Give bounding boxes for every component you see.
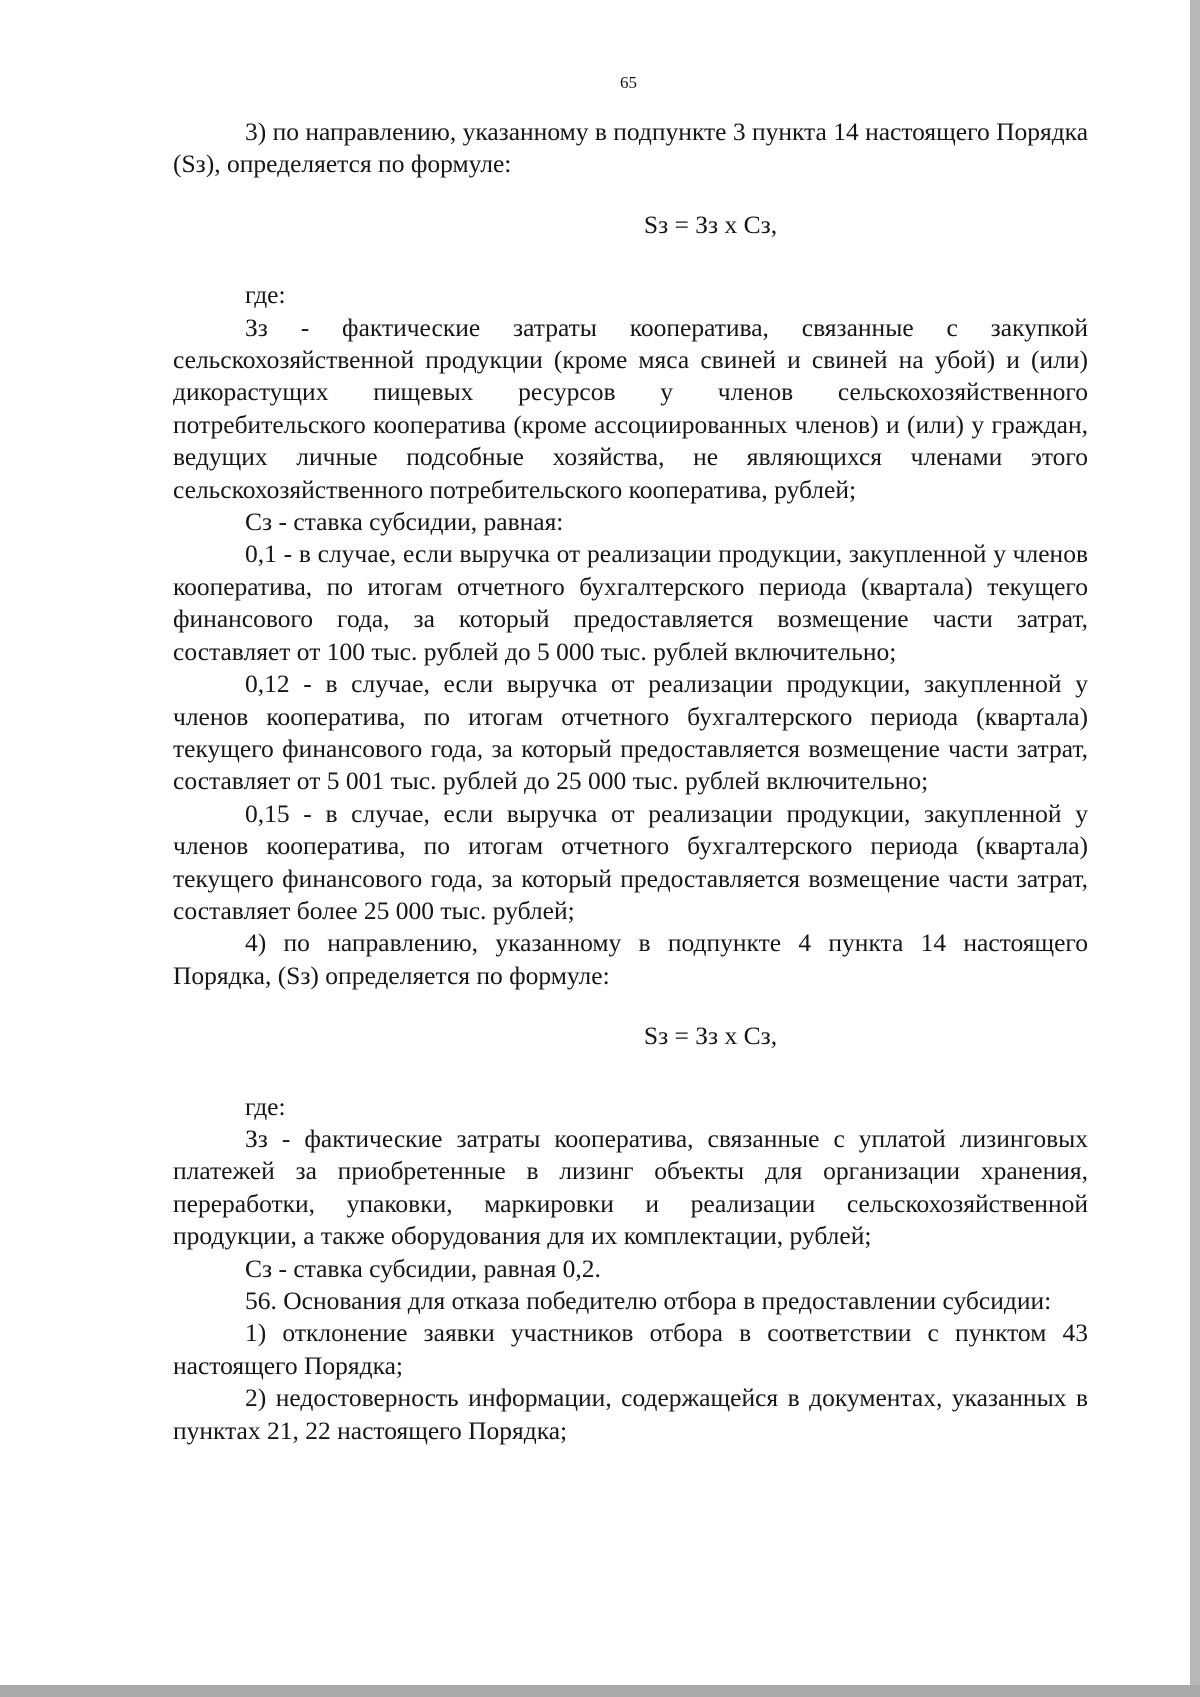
formula-2: Sз = Зз х Сз, [643, 1021, 778, 1051]
definition-z-costs-2: Зз - фактические затраты кооператива, связанные с уплатой лизинговых платежей за приобретенные в лизинг объекты для организации хранения, переработки, упаковки, маркировки и реализации сельскохозяйственной продукции, а также оборудования для их комплектации, рублей; [173, 1123, 1088, 1251]
paragraph-direction-4: 4) по направлению, указанному в подпункте 4 пункта 14 настоящего Порядка, (Sз) определяется по формуле: [173, 928, 1088, 990]
where-label-2: где: [245, 1091, 286, 1121]
rate-option-0-1: 0,1 - в случае, если выручка от реализации продукции, закупленной у членов кооператива, по итогам отчетного бухгалтерского периода (квартала) текущего финансового года, за который предоставляется возмещение части затрат, составляет от 100 тыс. рублей до 5 000 тыс. рублей включительно; [173, 539, 1088, 666]
scan-frame-bottom [0, 1685, 1200, 1697]
where-label-1: где: [245, 280, 286, 310]
paragraph-direction-3: 3) по направлению, указанному в подпункте 3 пункта 14 настоящего Порядка (Sз), определяется по формуле: [173, 117, 1089, 179]
definition-c-rate-1: Сз - ставка субсидии, равная: [245, 507, 564, 537]
refusal-ground-2: 2) недостоверность информации, содержащейся в документах, указанных в пунктах 21, 22 настоящего Порядка; [173, 1383, 1088, 1445]
rate-option-0-15: 0,15 - в случае, если выручка от реализации продукции, закупленной у членов кооператива, по итогам отчетного бухгалтерского периода (квартала) текущего финансового года, за который предоставляется возмещение части затрат, составляет более 25 000 тыс. рублей; [173, 798, 1088, 925]
definition-c-rate-2: Сз - ставка субсидии, равная 0,2. [245, 1253, 601, 1283]
refusal-ground-1: 1) отклонение заявки участников отбора в соответствии с пунктом 43 настоящего Порядка; [173, 1318, 1088, 1380]
formula-1: Sз = Зз х Сз, [643, 209, 778, 239]
rate-option-0-12: 0,12 - в случае, если выручка от реализации продукции, закупленной у членов кооператива, по итогам отчетного бухгалтерского периода (квартала) текущего финансового года, за который предоставляется возмещение части затрат, составляет от 5 001 тыс. рублей до 25 000 тыс. рублей включительно; [173, 669, 1088, 796]
document-body [173, 116, 1088, 1447]
scan-frame-right [1190, 0, 1200, 1697]
definition-z-costs-1: Зз - фактические затраты кооператива, связанные с закупкой сельскохозяйственной продукции (кроме мяса свиней и свиней на убой) и (или) дикорастущих пищевых ресурсов у членов сельскохозяйственного потребительского кооператива (кроме ассоциированных членов) и (или) у граждан, ведущих личные подсобные хозяйства, не являющихся членами этого сельскохозяйственного потребительского кооператива, рублей; [173, 312, 1088, 504]
paragraph-56: 56. Основания для отказа победителю отбора в предоставлении субсидии: [245, 1286, 1052, 1315]
page-number: 65 [620, 73, 637, 92]
